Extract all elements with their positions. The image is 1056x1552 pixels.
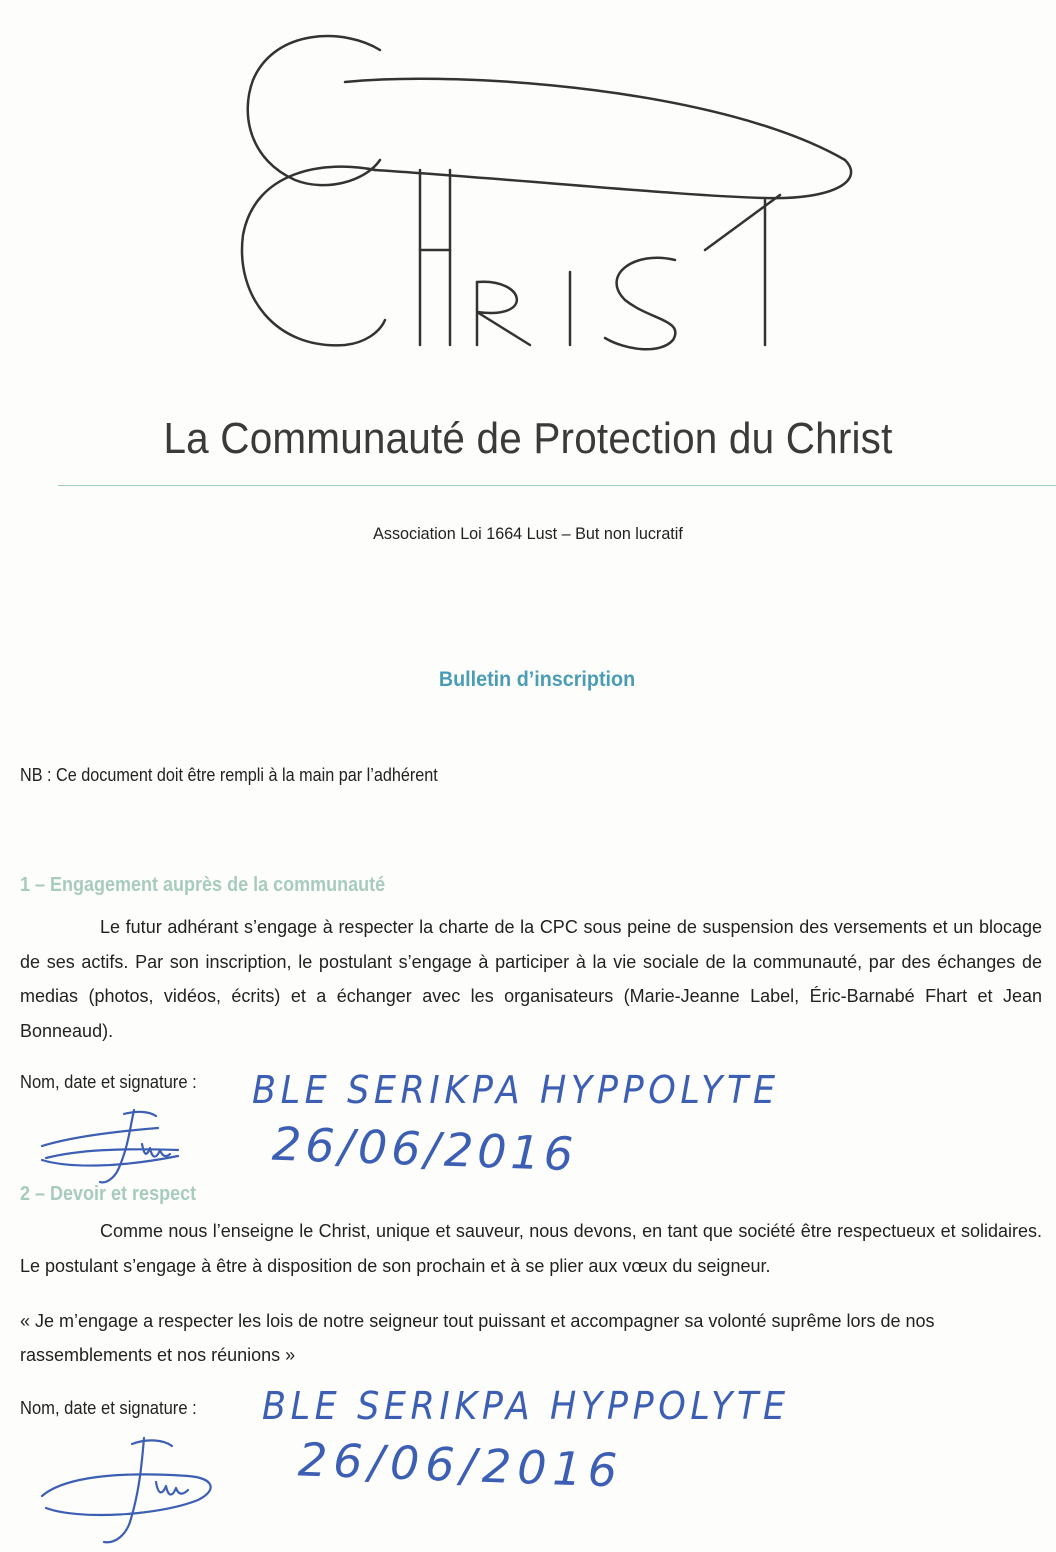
section-1-heading: 1 – Engagement auprès de la communauté — [20, 874, 386, 896]
section-1-signature-label: Nom, date et signature : — [20, 1072, 197, 1092]
section-2-body: Comme nous l’enseigne le Christ, unique et sauveur, nous devons, en tant que société être respectueux et solidaires. Le postulant s’engage à être à disposition de son prochain et à se plier aux vœux du seigneur. — [20, 1221, 1042, 1276]
cpc-christ-logo — [205, 20, 865, 380]
title-divider — [58, 485, 1056, 486]
section-1-handwritten-date: 26/06/2016 — [271, 1116, 578, 1182]
section-2-signature — [38, 1430, 218, 1548]
section-2-signature-label: Nom, date et signature : — [20, 1398, 197, 1418]
section-1-handwritten-name: BLE SERIKPA HYPPOLYTE — [252, 1068, 780, 1112]
section-1-body: Le futur adhérant s’engage à respecter la charte de la CPC sous peine de suspension des versements et un blocage de ses actifs. Par son inscription, le postulant s’engage à participer à la vie sociale de la communauté, par des échanges de medias (photos, vidéos, écrits) et a échanger avec les organisateurs (Marie-Jeanne Label, Éric-Barnabé Fhart et Jean Bonneaud). — [20, 917, 1042, 1041]
section-2-handwritten-name: BLE SERIKPA HYPPOLYTE — [262, 1384, 790, 1428]
form-title: Bulletin d’inscription — [438, 668, 636, 691]
section-1-signature — [38, 1098, 188, 1188]
association-line: Association Loi 1664 Lust – But non lucratif — [373, 524, 683, 543]
section-2-pledge-quote: « Je m’engage a respecter les lois de notre seigneur tout puissant et accompagner sa volonté suprême lors de nos rassemblements et nos réunions » — [20, 1311, 935, 1365]
section-2-handwritten-date: 26/06/2016 — [297, 1432, 624, 1498]
organization-title: La Communauté de Protection du Christ — [163, 414, 893, 463]
section-2-heading: 2 – Devoir et respect — [20, 1183, 197, 1205]
nb-note: NB : Ce document doit être rempli à la main par l’adhérent — [20, 765, 438, 785]
